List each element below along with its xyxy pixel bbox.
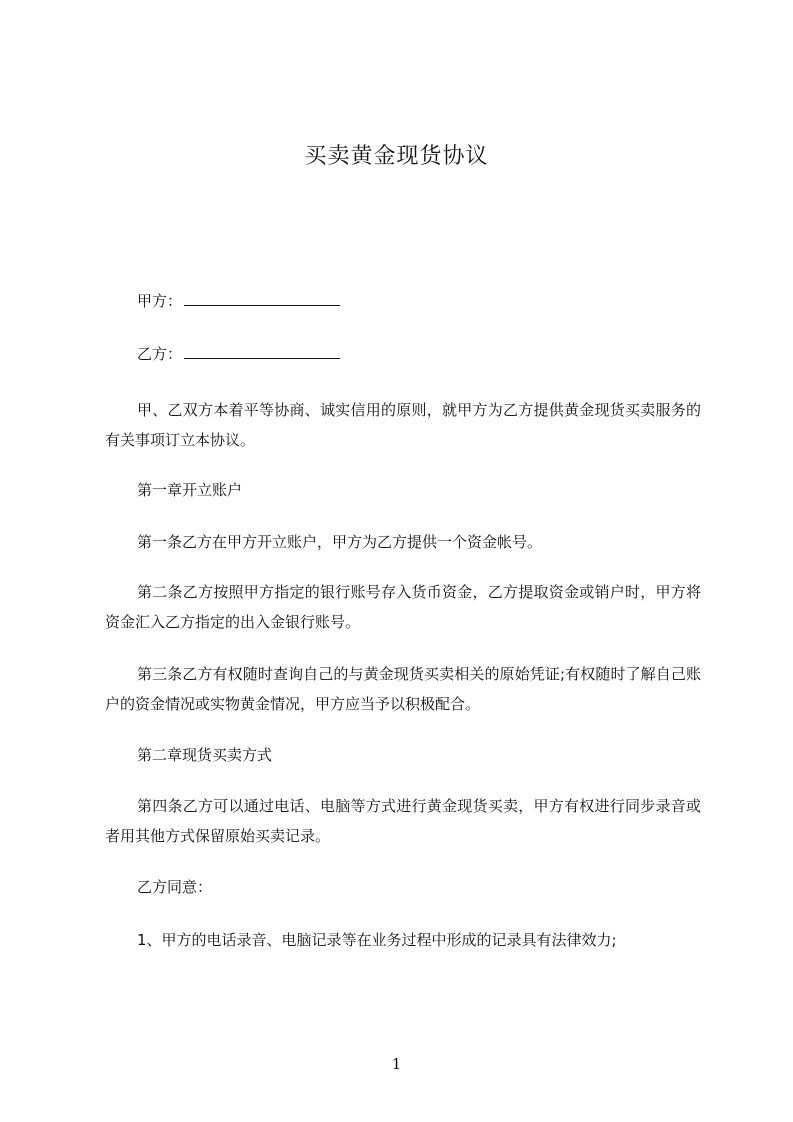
chapter-2-heading: 第二章现货买卖方式 xyxy=(137,746,273,764)
page-number: 1 xyxy=(391,1055,402,1073)
chapter-1-heading: 第一章开立账户 xyxy=(137,481,243,499)
party-b-agrees: 乙方同意： xyxy=(137,878,213,896)
party-b-blank xyxy=(184,344,340,359)
party-b-line xyxy=(137,343,340,365)
agreement-item-1: 1、甲方的电话录音、电脑记录等在业务过程中形成的记录具有法律效力; xyxy=(137,931,617,949)
party-b-label: 乙方： xyxy=(137,345,183,363)
document-title: 买卖黄金现货协议 xyxy=(304,144,489,169)
article-4: 第四条乙方可以通过电话、电脑等方式进行黄金现货买卖，甲方有权进行同步录音或者用其他方式保留原始买卖记录。 xyxy=(105,797,701,845)
party-a-label: 甲方： xyxy=(137,292,183,310)
intro-paragraph: 甲、乙双方本着平等协商、诚实信用的原则，就甲方为乙方提供黄金现货买卖服务的有关事项订立本协议。 xyxy=(105,401,701,449)
party-a-blank xyxy=(184,291,340,306)
article-1: 第一条乙方在甲方开立账户，甲方为乙方提供一个资金帐号。 xyxy=(137,533,543,551)
party-a-line xyxy=(137,290,340,312)
article-2: 第二条乙方按照甲方指定的银行账号存入货币资金，乙方提取资金或销户时，甲方将资金汇入乙方指定的出入金银行账号。 xyxy=(105,583,701,631)
article-3: 第三条乙方有权随时查询自己的与黄金现货买卖相关的原始凭证;有权随时了解自己账户的资金情况或实物黄金情况，甲方应当予以积极配合。 xyxy=(105,665,701,713)
